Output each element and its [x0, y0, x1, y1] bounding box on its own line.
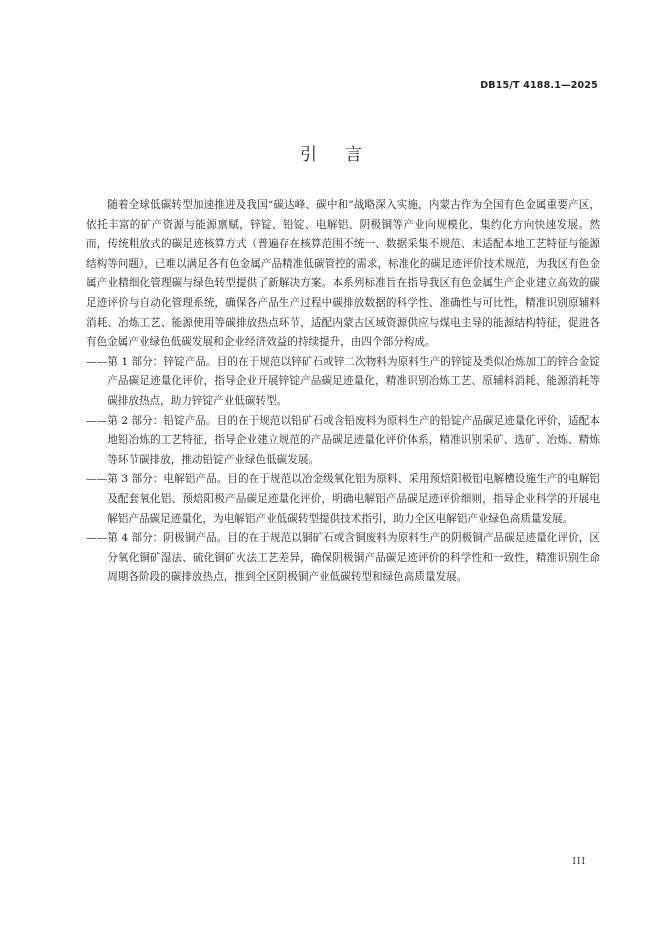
part-item-3: ——第 3 部分：电解铝产品。目的在于规范以冶金级氧化铝为原料、采用预焙阳极铝电解槽设施生产的电解铝及配套氧化铝、预焙阳极产品碳足迹量化评价，明确电解铝产品碳足迹评价细则，指导企业科学的开展电解铝产品碳足迹量化，为电解铝产业低碳转型提供技术指引，助力全区电解铝产业绿色高质量发展。 — [86, 473, 600, 525]
part-item-4: ——第 4 部分：阴极铜产品。目的在于规范以铜矿石或含铜废料为原料生产的阴极铜产品碳足迹量化评价，区分氧化铜矿湿法、硫化铜矿火法工艺差异，确保阴极铜产品碳足迹评价的科学性和一致性，精准识别生命周期各阶段的碳排放热点，推到全区阴极铜产业低碳转型和绿色高质量发展。 — [86, 532, 600, 584]
intro-paragraph: 随着全球低碳转型加速推进及我国“碳达峰、碳中和”战略深入实施，内蒙古作为全国有色金属重要产区，依托丰富的矿产资源与能源禀赋，锌锭、铅锭、电解铝、阴极铜等产业向规模化、集约化方向快速发展。然而，传统粗放式的碳足迹核算方式（普遍存在核算范围不统一、数据采集不规范、未适配本地工艺特征与能源结构等问题），已难以满足各有色金属产品精准低碳管控的需求，标准化的碳足迹评价技术规范，为我区有色金属产业精细化管理碳与绿色转型提供了新解决方案。本系列标准旨在指导我区有色金属生产企业建立高效的碳足迹评价与自动化管理系统，确保各产品生产过程中碳排放数据的科学性、准确性与可比性，精准识别原辅料消耗、冶炼工艺、能源使用等碳排放热点环节，适配内蒙古区域资源供应与煤电主导的能源结构特征，促进各有色金属产业绿色低碳发展和企业经济效益的持续提升，由四个部分构成。 — [86, 199, 600, 349]
page-number: III — [572, 857, 586, 867]
page-title: 引言 — [300, 145, 390, 165]
standard-code: DB15/T 4188.1—2025 — [480, 80, 598, 91]
document-body — [86, 196, 600, 588]
part-item-1: ——第 1 部分：锌锭产品。目的在于规范以锌矿石或锌二次物料为原料生产的锌锭及类似冶炼加工的锌合金锭产品碳足迹量化评价，指导企业开展锌锭产品碳足迹量化，精准识别冶炼工艺、原辅料消耗、能源消耗等碳排放热点，助力锌锭产业低碳转型。 — [86, 355, 600, 407]
part-item-2: ——第 2 部分：铅锭产品。目的在于规范以铅矿石或含铅废料为原料生产的铅锭产品碳足迹量化评价，适配本地铅冶炼的工艺特征，指导企业建立规范的产品碳足迹量化评价体系，精准识别采矿、选矿、冶炼、精炼等环节碳排放，推动铅锭产业绿色低碳发展。 — [86, 414, 600, 466]
